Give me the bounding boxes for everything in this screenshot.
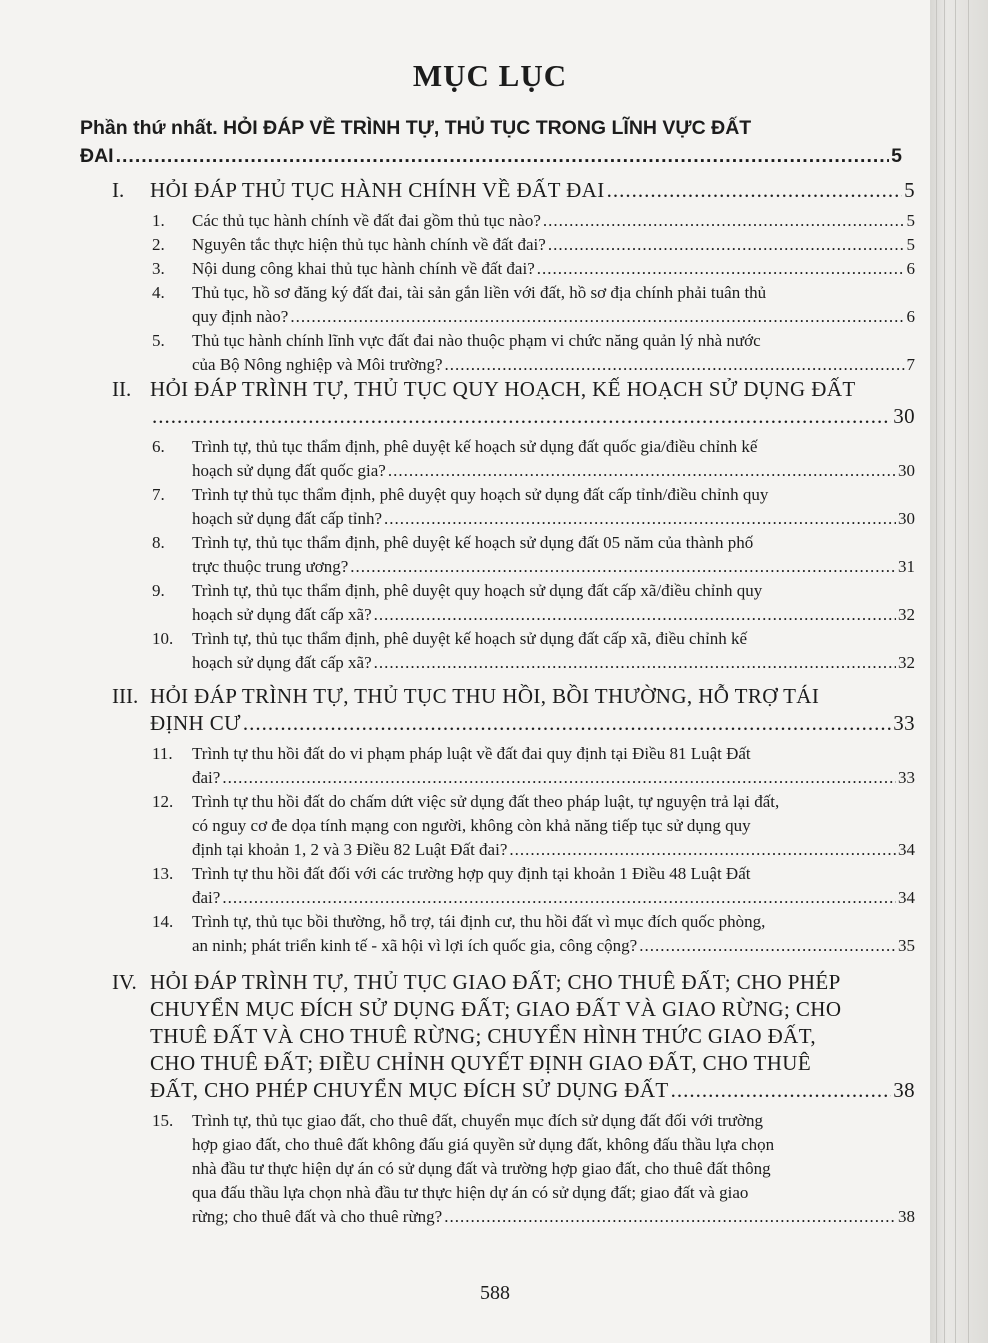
page-edge-stack <box>930 0 988 1343</box>
toc-entry-last-line: đai? ..... 33 <box>192 768 915 788</box>
toc-entry-last-line: rừng; cho thuê đất và cho thuê rừng? ..... 38 <box>192 1207 915 1227</box>
page-title: MỤC LỤC <box>412 58 568 93</box>
toc-entry-last-line: của Bộ Nông nghiệp và Môi trường? ..... 7 <box>192 355 915 375</box>
section-heading-last-line: ĐỊNH CƯ ..... 33 <box>150 711 915 736</box>
section-heading-last-line: ĐẤT, CHO PHÉP CHUYỂN MỤC ĐÍCH SỬ DỤNG ĐẤT ..... 38 <box>150 1078 915 1103</box>
toc-entry-page: 35 <box>898 936 915 955</box>
toc-entry-line: Thủ tục, hồ sơ đăng ký đất đai, tài sản gắn liền với đất, hồ sơ địa chính phải tuân thủ <box>192 283 767 302</box>
item-number: 8. <box>152 533 165 552</box>
toc-entry-line: Trình tự thu hồi đất đối với các trường hợp quy định tại khoản 1 Điều 48 Luật Đất <box>192 864 751 883</box>
section-heading-page: 5 <box>904 178 915 202</box>
toc-entry-line: Trình tự, thủ tục thẩm định, phê duyệt kế hoạch sử dụng đất quốc gia/điều chỉnh kế <box>192 437 758 456</box>
toc-entry-page: 38 <box>898 1207 915 1226</box>
section-heading-page: 30 <box>893 404 915 428</box>
section-heading-line: HỎI ĐÁP TRÌNH TỰ, THỦ TỤC THU HỒI, BỒI THƯỜNG, HỖ TRỢ TÁI <box>150 684 820 708</box>
toc-entry-last-line: hoạch sử dụng đất quốc gia? ..... 30 <box>192 461 915 481</box>
item-number: 10. <box>152 629 174 648</box>
item-number: 13. <box>152 864 174 883</box>
section-heading-line: CHO THUÊ ĐẤT; ĐIỀU CHỈNH QUYẾT ĐỊNH GIAO ĐẤT, CHO THUÊ <box>150 1051 812 1075</box>
toc-entry-line: Trình tự, thủ tục thẩm định, phê duyệt kế hoạch sử dụng đất cấp xã, điều chỉnh kế <box>192 629 748 648</box>
part-one-heading <box>80 114 902 167</box>
toc-entry-page: 34 <box>898 888 915 907</box>
toc-entry-page: 30 <box>898 509 915 528</box>
toc-entry-last-line: Nội dung công khai thủ tục hành chính về đất đai? ..... 6 <box>192 259 915 279</box>
item-number: 7. <box>152 485 165 504</box>
toc-entry-page: 5 <box>906 235 915 254</box>
toc-entry-last-line: hoạch sử dụng đất cấp xã? ..... 32 <box>192 653 915 673</box>
toc-entry-last-line: trực thuộc trung ương? ..... 31 <box>192 557 915 577</box>
toc-entry-last-line: quy định nào? ..... 6 <box>192 307 915 327</box>
section-heading-line: HỎI ĐÁP TRÌNH TỰ, THỦ TỤC GIAO ĐẤT; CHO THUÊ ĐẤT; CHO PHÉP <box>150 970 841 994</box>
section-heading-page: 38 <box>893 1078 915 1102</box>
item-number: 2. <box>152 235 165 254</box>
toc-entry-line: Trình tự thu hồi đất do chấm dứt việc sử dụng đất theo pháp luật, tự nguyện trả lại đất, <box>192 792 780 811</box>
item-number: 9. <box>152 581 165 600</box>
section-heading-line: CHUYỂN MỤC ĐÍCH SỬ DỤNG ĐẤT; GIAO ĐẤT VÀ GIAO RỪNG; CHO <box>150 997 842 1021</box>
item-number: 5. <box>152 331 165 350</box>
item-number: 11. <box>152 744 173 763</box>
page-number: 588 <box>480 1282 510 1304</box>
toc-entry-page: 33 <box>898 768 915 787</box>
toc-entry-last-line: hoạch sử dụng đất cấp xã? ..... 32 <box>192 605 915 625</box>
section-heading-line: THUÊ ĐẤT VÀ CHO THUÊ RỪNG; CHUYỂN HÌNH THỨC GIAO ĐẤT, <box>150 1024 817 1048</box>
toc-entry-page: 31 <box>898 557 915 576</box>
toc-entry-line: nhà đầu tư thực hiện dự án có sử dụng đất và trường hợp giao đất, cho thuê đất thông <box>192 1159 771 1178</box>
item-number: 15. <box>152 1111 174 1130</box>
toc-entry-page: 6 <box>906 259 915 278</box>
toc-entry-line: hợp giao đất, cho thuê đất không đấu giá quyền sử dụng đất, không đấu thầu lựa chọn <box>192 1135 775 1154</box>
toc-entry-line: có nguy cơ đe dọa tính mạng con người, không còn khả năng tiếp tục sử dụng quy <box>192 816 751 835</box>
toc-entry-line: Trình tự, thủ tục giao đất, cho thuê đất, chuyển mục đích sử dụng đất đối với trường <box>192 1111 763 1130</box>
part-one-line1: Phần thứ nhất. HỎI ĐÁP VỀ TRÌNH TỰ, THỦ TỤC TRONG LĨNH VỰC ĐẤT <box>80 117 752 139</box>
toc-entry-last-line: định tại khoản 1, 2 và 3 Điều 82 Luật Đất đai? ..... 34 <box>192 840 915 860</box>
toc-entry-line: Thủ tục hành chính lĩnh vực đất đai nào thuộc phạm vi chức năng quản lý nhà nước <box>192 331 761 350</box>
toc-entry-line: Trình tự, thủ tục thẩm định, phê duyệt kế hoạch sử dụng đất 05 năm của thành phố <box>192 533 754 552</box>
item-number: 12. <box>152 792 174 811</box>
toc-entry-page: 7 <box>906 355 915 374</box>
section-number: IV. <box>112 970 137 994</box>
item-number: 14. <box>152 912 174 931</box>
toc-entry-page: 32 <box>898 653 915 672</box>
item-number: 4. <box>152 283 165 302</box>
toc-entry-line: Trình tự, thủ tục bồi thường, hỗ trợ, tái định cư, thu hồi đất vì mục đích quốc phòng, <box>192 912 766 931</box>
toc-entry-line: qua đấu thầu lựa chọn nhà đầu tư thực hiện dự án có sử dụng đất; giao đất và giao <box>192 1183 749 1202</box>
item-number: 3. <box>152 259 165 278</box>
toc-entry-page: 5 <box>906 211 915 230</box>
section-heading-line: HỎI ĐÁP TRÌNH TỰ, THỦ TỤC QUY HOẠCH, KẾ HOẠCH SỬ DỤNG ĐẤT <box>150 377 856 401</box>
toc-entry-line: Trình tự thủ tục thẩm định, phê duyệt quy hoạch sử dụng đất cấp tỉnh/điều chỉnh quy <box>192 485 769 504</box>
item-number: 6. <box>152 437 165 456</box>
toc-entry-page: 34 <box>898 840 915 859</box>
section-heading-last-line <box>150 404 915 429</box>
toc-entry-last-line: Nguyên tắc thực hiện thủ tục hành chính về đất đai? ..... 5 <box>192 235 915 255</box>
section-number: III. <box>112 684 139 708</box>
section-number: II. <box>112 377 132 401</box>
section-heading-page: 33 <box>893 711 915 735</box>
toc-entry-last-line: đai? ..... 34 <box>192 888 915 908</box>
toc-entry-line: Trình tự thu hồi đất do vi phạm pháp luật về đất đai quy định tại Điều 81 Luật Đất <box>192 744 751 763</box>
item-number: 1. <box>152 211 165 230</box>
part-one-line2: ĐAI ..... 5 <box>80 142 902 170</box>
toc-entry-last-line: hoạch sử dụng đất cấp tỉnh? ..... 30 <box>192 509 915 529</box>
toc-entry-page: 32 <box>898 605 915 624</box>
toc-entry-last-line: an ninh; phát triển kinh tế - xã hội vì lợi ích quốc gia, công cộng? ..... 35 <box>192 936 915 956</box>
toc-entry-last-line: Các thủ tục hành chính về đất đai gồm thủ tục nào? ..... 5 <box>192 211 915 231</box>
section-heading-last-line: HỎI ĐÁP THỦ TỤC HÀNH CHÍNH VỀ ĐẤT ĐAI ..... 5 <box>150 178 915 203</box>
toc-entry-line: Trình tự, thủ tục thẩm định, phê duyệt quy hoạch sử dụng đất cấp xã/điều chỉnh quy <box>192 581 763 600</box>
toc-entry-page: 30 <box>898 461 915 480</box>
part-one-page: 5 <box>891 145 902 167</box>
section-number: I. <box>112 178 125 202</box>
toc-entry-page: 6 <box>906 307 915 326</box>
